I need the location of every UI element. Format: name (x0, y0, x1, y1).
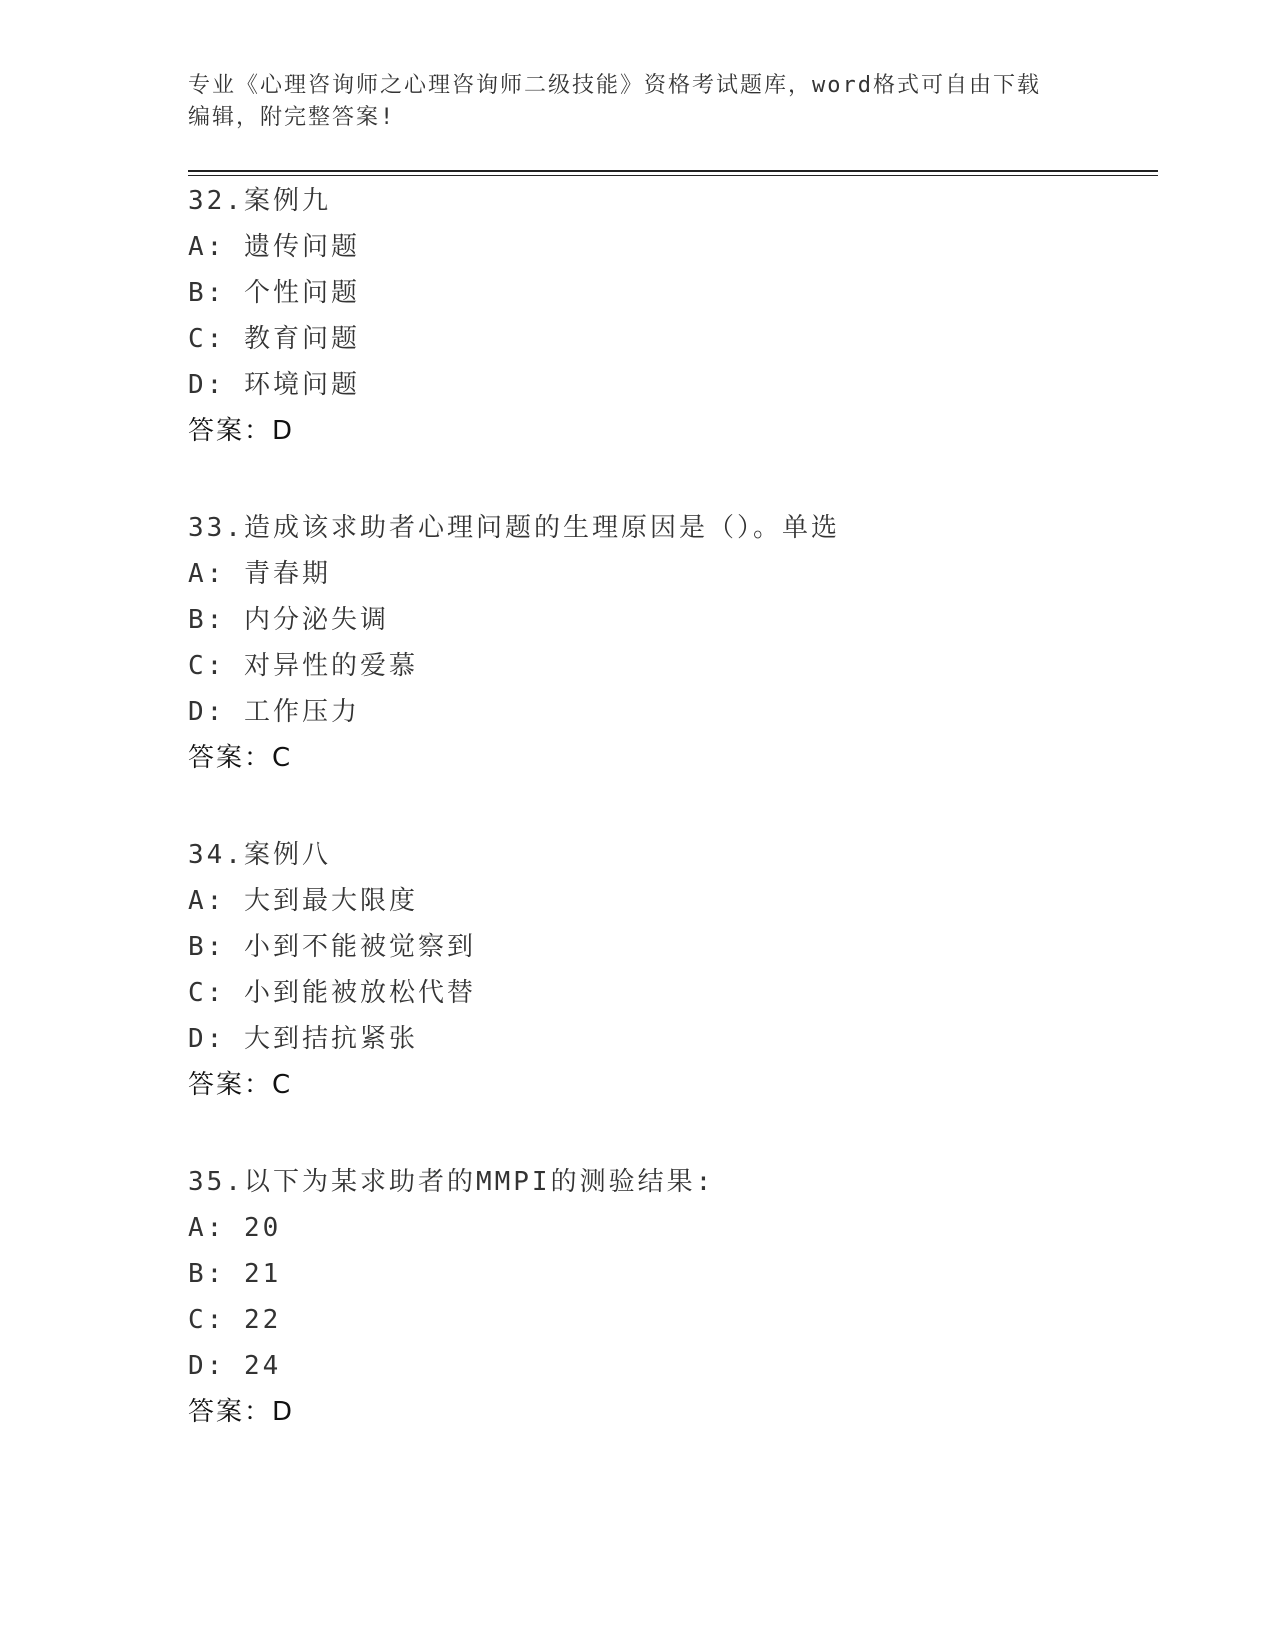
header-divider (188, 170, 1158, 172)
option-d: D: 环境问题 (188, 370, 360, 400)
question-stem: 35.以下为某求助者的MMPI的测验结果: (188, 1167, 715, 1197)
option-c: C: 22 (188, 1305, 282, 1335)
header-line-2: 编辑，附完整答案! (188, 105, 396, 130)
option-d: D: 24 (188, 1351, 282, 1381)
document-header (188, 70, 1158, 134)
question-stem: 33.造成该求助者心理问题的生理原因是（）。单选 (188, 513, 840, 543)
option-b: B: 内分泌失调 (188, 605, 389, 635)
question-block (188, 832, 1158, 1108)
answer-line: 答案：D (188, 416, 295, 446)
question-list (188, 178, 1158, 1435)
option-a: A: 遗传问题 (188, 232, 360, 262)
option-a: A: 大到最大限度 (188, 886, 418, 916)
answer-line: 答案：D (188, 1397, 295, 1427)
option-b: B: 小到不能被觉察到 (188, 932, 476, 962)
question-stem: 32.案例九 (188, 186, 331, 216)
answer-line: 答案：C (188, 743, 293, 773)
question-block (188, 505, 1158, 781)
option-b: B: 个性问题 (188, 278, 360, 308)
question-stem: 34.案例八 (188, 840, 331, 870)
option-c: C: 小到能被放松代替 (188, 978, 476, 1008)
question-block (188, 178, 1158, 454)
answer-line: 答案：C (188, 1070, 293, 1100)
option-a: A: 20 (188, 1213, 282, 1243)
question-block (188, 1159, 1158, 1435)
option-c: C: 教育问题 (188, 324, 360, 354)
option-a: A: 青春期 (188, 559, 331, 589)
header-line-1: 专业《心理咨询师之心理咨询师二级技能》资格考试题库，word格式可自由下载 (188, 73, 1041, 98)
option-b: B: 21 (188, 1259, 282, 1289)
option-d: D: 大到拮抗紧张 (188, 1024, 418, 1054)
option-d: D: 工作压力 (188, 697, 360, 727)
document-page (188, 70, 1158, 1486)
option-c: C: 对异性的爱慕 (188, 651, 418, 681)
